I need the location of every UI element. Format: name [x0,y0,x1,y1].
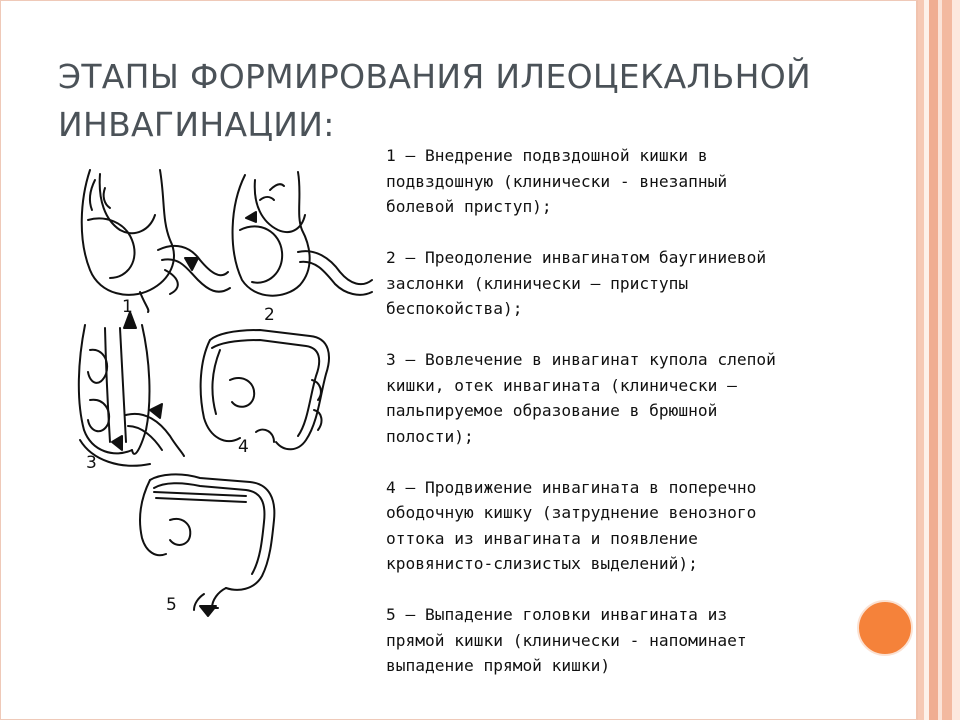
stage-line: ободочную кишку (затруднение венозного [386,503,757,522]
stage-item [386,347,886,449]
stage-line: болевой приступ); [386,197,552,216]
stage-line: выпадение прямой кишки) [386,656,611,675]
stages-list [386,143,886,704]
decorative-side-stripes [918,0,960,720]
stage-line: полости); [386,426,474,446]
stage-4-drawing [201,330,329,449]
intussusception-stages-illustration [70,160,380,620]
stage-item [386,602,886,679]
stage-item [386,245,886,322]
stage-line: оттока из инвагината и появление [386,528,698,548]
stage-line: 4 – Продвижение инвагината в поперечно [386,477,757,497]
stage-line: 1 – Внедрение подвздошной кишки в [386,146,708,165]
stage-line: прямой кишки (клинически - напоминает [386,630,747,650]
stage-number-2: 2 [264,305,275,325]
stage-number-1: 1 [122,297,133,317]
title-line: ИНВАГИНАЦИИ: [58,105,335,144]
stage-number-4: 4 [238,437,249,457]
stage-number-3: 3 [86,453,97,473]
stage-line: беспокойства); [386,299,523,318]
slide-title [58,53,878,149]
stage-1-drawing [82,170,230,312]
stage-number-5: 5 [166,595,177,615]
stage-2-drawing [233,172,372,296]
stage-item [386,475,886,577]
decorative-orange-circle [857,600,913,656]
stage-line: заслонки (клинически – приступы [386,273,689,293]
stage-5-drawing [140,474,274,616]
stage-3-drawing [79,312,184,466]
stage-line: подвздошную (клинически - внезапный [386,171,728,191]
stage-line: кишки, отек инвагината (клинически – [386,375,737,395]
stage-line: 5 – Выпадение головки инвагината из [386,605,728,624]
stage-line: пальпируемое образование в брюшной [386,401,718,420]
title-line: ЭТАПЫ ФОРМИРОВАНИЯ ИЛЕОЦЕКАЛЬНОЙ [58,57,811,96]
stage-line: 2 – Преодоление инвагинатом баугиниевой [386,248,767,267]
stage-line: 3 – Вовлечение в инвагинат купола слепой [386,350,776,369]
stage-item [386,143,886,220]
stage-line: кровянисто-слизистых выделений); [386,554,698,573]
